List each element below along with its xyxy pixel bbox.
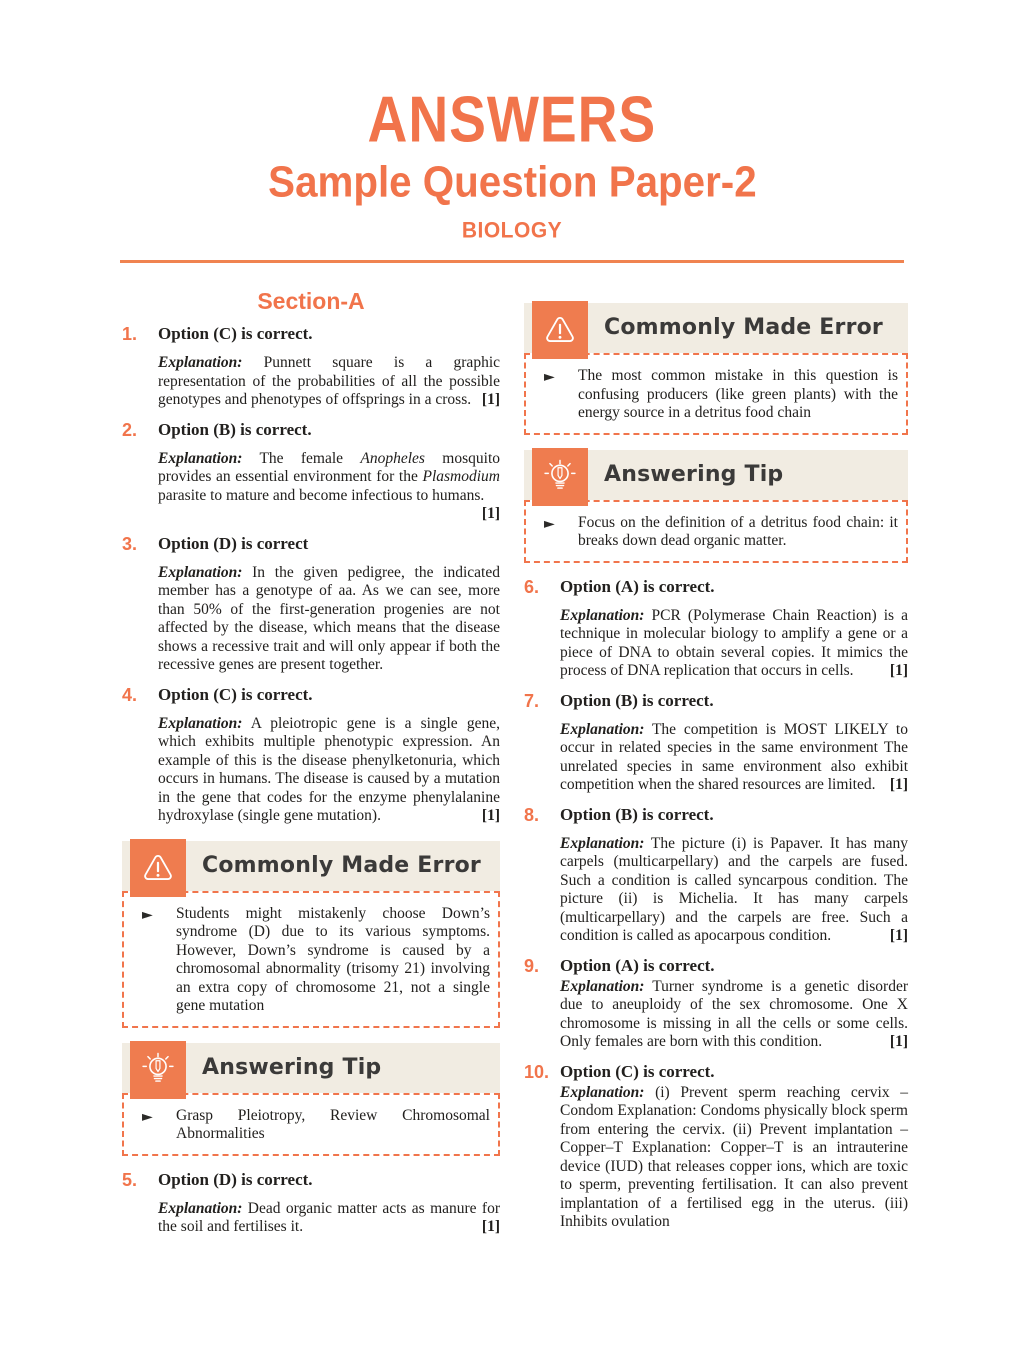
explanation-paragraph [158,715,500,826]
answer-item [524,804,908,946]
explanation-paragraph [560,835,908,946]
box-text: Focus on the definition of a detritus food chain: it breaks down dead organic matter. [578,513,898,549]
explanation-paragraph [560,607,908,681]
explanation-text: Punnett square is a graphic representation of the probabilities of all the possible genotypes and phenotypes of offsprings in a cross. [158,354,501,408]
explanation-paragraph [158,354,500,410]
bulb-icon [532,448,588,506]
box-title: Commonly Made Error [604,315,883,340]
explanation-text: The female [259,449,361,467]
error-box [524,303,908,435]
marks-badge: [1] [481,1218,500,1235]
answer-heading: Option (B) is correct. [560,690,714,710]
box-header [524,450,908,500]
explanation-text: The picture (i) is Papaver. It has many carpels (multicarpellary) and the carpels are fused. Such a condition is called syncarpous condition. The picture (ii) is Michelia. It has many carpels (multicarpellary) and the carpels are free. Such a condition is called as apocarpous condition. [560,834,908,944]
right-column [524,288,908,1241]
tip-box [524,450,908,563]
answer-number: 10. [524,1061,550,1082]
explanation-text: mosquito provides an essential environment for the [158,449,500,485]
marks-badge: [1] [481,807,500,824]
answer-number: 9. [524,955,540,976]
answer-body [560,1061,908,1232]
answer-item [524,690,908,795]
error-box [122,841,500,1028]
explanation-text: Turner syndrome is a genetic disorder due to aneuploidy of the sex chromosome. One X chromosome is missing in all the cells or some cells. Only females are born with this condition. [560,977,908,1050]
box-body [524,353,908,435]
answer-item [122,533,500,675]
marks-badge: [1] [889,776,908,793]
explanation-paragraph [158,564,500,675]
answer-number: 3. [122,533,138,554]
marks-badge: [1] [889,927,908,944]
explanation-label: Explanation: [158,1199,243,1217]
explanation-paragraph [560,721,908,795]
paper-subtitle: Sample Question Paper-2 [267,157,757,206]
explanation-text: Anopheles [360,449,425,467]
answer-heading: Option (C) is correct. [560,1061,715,1081]
answer-number: 6. [524,576,540,597]
answer-body [560,690,908,795]
marks-badge: [1] [481,505,500,522]
answer-number: 8. [524,804,540,825]
answer-item [122,684,500,826]
two-column-content [122,288,908,1246]
answer-body [158,533,500,675]
explanation-paragraph [158,449,500,522]
explanation-label: Explanation: [560,977,645,995]
answer-item [122,419,500,524]
answer-heading: Option (C) is correct. [158,324,313,343]
box-title: Answering Tip [202,1054,382,1080]
answer-body [158,684,500,826]
answer-body [158,323,500,410]
box-body [122,891,500,1028]
explanation-label: Explanation: [560,1083,645,1101]
explanation-label: Explanation: [158,563,243,581]
answer-number: 1. [122,324,138,344]
box-text: Students might mistakenly choose Down’s syndrome (D) due to its various symptoms. However, Down’s syndrome is caused by a chromosomal abnormality (trisomy 21) involving an extra copy of chromosome 21, not a single gene mutation [176,904,490,1014]
explanation-label: Explanation: [560,720,645,738]
box-text: The most common mistake in this question is confusing producers (like green plants) with the energy source in a detritus food chain [578,367,898,421]
explanation-label: Explanation: [158,449,243,467]
box-header [524,303,908,353]
explanation-paragraph [560,1084,908,1232]
arrow-bullet-icon: ► [142,906,153,923]
explanation-text: A pleiotropic gene is a single gene, which exhibits multiple phenotypic expression. An example of this is the disease phenylketonuria, which occurs in humans. The disease is caused by a mutation in the gene that codes for the enzyme phenylalanine hydroxylase (single gene mutation). [158,714,500,824]
page-title: ANSWERS [367,83,657,156]
marks-badge: [1] [481,391,500,408]
tip-box [122,1043,500,1156]
box-body [524,500,908,563]
box-title: Answering Tip [604,461,784,487]
explanation-label: Explanation: [560,834,645,852]
answer-number: 2. [122,419,138,440]
explanation-label: Explanation: [158,714,243,732]
answer-item [524,1061,908,1232]
answer-item [122,323,500,410]
marks-badge: [1] [889,662,908,679]
box-header [122,1043,500,1093]
explanation-text: Dead organic matter acts as manure for the soil and fertilises it. [158,1199,500,1235]
box-text: Grasp Pleiotropy, Review Chromosomal Abnormalities [176,1106,490,1142]
answer-body [560,576,908,681]
answer-number: 5. [122,1169,138,1190]
answer-heading: Option (D) is correct [158,533,309,553]
answer-body [158,1169,500,1237]
explanation-text: (i) Prevent sperm reaching cervix – Condom Explanation: Condoms physically block sperm from entering the cervix. (ii) Prevent implantation – Copper–T Explanation: Copper–T is an intrauterine device (IUD) that releases copper ions, which are toxic to sperm, preventing fertilisation. It can also prevent implantation of a fertilised egg in the uterus. (iii) Inhibits ovulation [560,1083,908,1230]
explanation-label: Explanation: [560,606,645,624]
answer-body [158,419,500,524]
answer-heading: Option (C) is correct. [158,684,313,704]
explanation-label: Explanation: [158,354,243,371]
answer-number: 7. [524,690,540,711]
divider-rule [120,260,904,263]
arrow-bullet-icon: ► [544,369,555,385]
answer-body [560,955,908,1052]
bulb-icon [130,1041,186,1099]
section-heading: Section-A [257,288,365,314]
warning-icon [532,301,588,359]
answer-number: 4. [122,684,138,705]
answer-item [524,576,908,681]
box-title: Commonly Made Error [202,852,481,878]
answer-heading: Option (D) is correct. [158,1169,313,1189]
answer-body [560,804,908,946]
explanation-paragraph [560,978,908,1052]
answer-heading: Option (B) is correct. [560,804,714,824]
answer-heading: Option (A) is correct. [560,955,715,975]
box-body [122,1093,500,1156]
answer-item [524,955,908,1052]
title-block [0,0,1024,263]
marks-badge: [1] [889,1033,908,1050]
explanation-paragraph [158,1200,500,1237]
arrow-bullet-icon: ► [142,1108,153,1125]
warning-icon [130,839,186,897]
explanation-text: Plasmodium [422,468,500,485]
explanation-text: PCR (Polymerase Chain Reaction) is a technique in molecular biology to amplify a gene or a piece of DNA to obtain several copies. It mimics the process of DNA replication that occurs in cells. [560,606,909,679]
explanation-text: In the given pedigree, the indicated member has a genotype of aa. As we can see, more than 50% of the first-generation progenies are not affected by the disease, which means that the disease shows a recessive trait and will only appear if both the recessive genes are present together. [158,563,500,673]
answer-heading: Option (B) is correct. [158,419,312,439]
answer-item [122,1169,500,1237]
explanation-text: parasite to mature and become infectious to humans. [158,486,485,504]
subject-label: BIOLOGY [461,218,563,243]
arrow-bullet-icon: ► [544,515,555,532]
box-header [122,841,500,891]
explanation-text: The competition is MOST LIKELY to occur in related species in the same environment The unrelated species in same environment also exhibit competition when the shared resources are limited. [560,720,908,793]
answer-heading: Option (A) is correct. [560,576,715,596]
left-column [122,288,500,1246]
